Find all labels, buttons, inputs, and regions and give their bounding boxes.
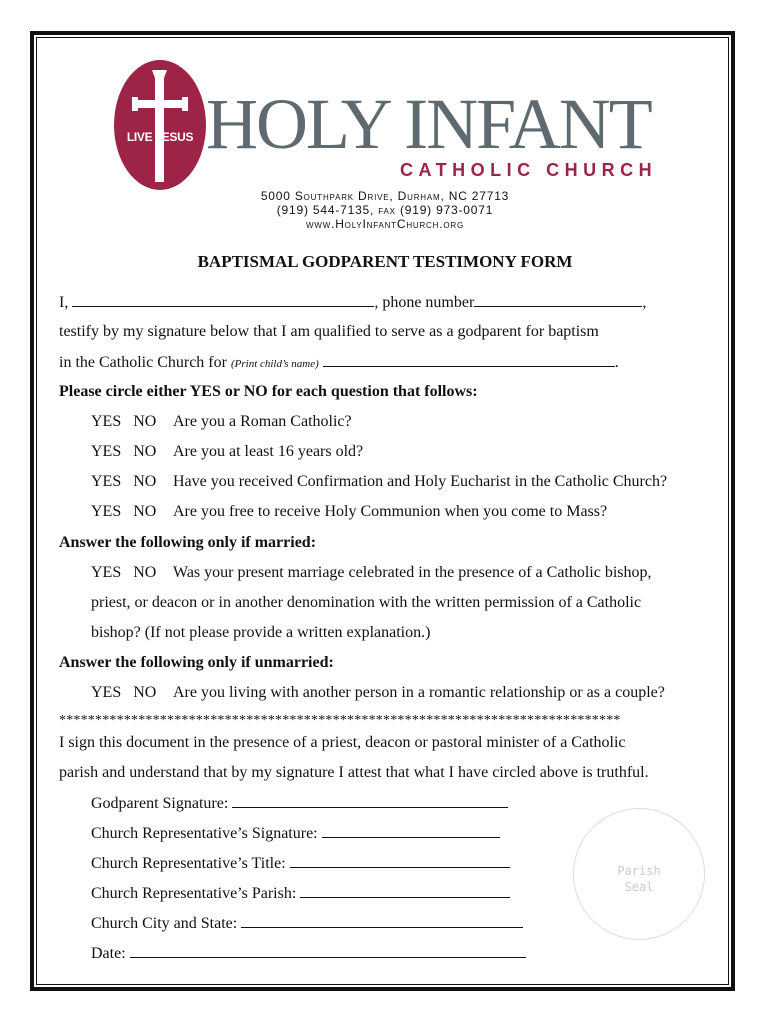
- married-question: [91, 563, 652, 583]
- question-text: Are you living with another person in a romantic relationship or as a couple?: [173, 684, 665, 701]
- church-for-text: in the Catholic Church for: [59, 354, 227, 371]
- parish-seal-area: [573, 808, 705, 940]
- question-1: [91, 412, 352, 432]
- date-label: Date:: [91, 945, 126, 962]
- married-heading: Answer the following only if married:: [59, 534, 317, 551]
- city-state-label: Church City and State:: [91, 915, 238, 932]
- question-2: [91, 442, 363, 462]
- address-website: www.HolyInfantChurch.org: [306, 217, 464, 231]
- rep-parish-field[interactable]: [300, 883, 510, 898]
- yes-no-choice[interactable]: YES NO: [91, 684, 157, 701]
- intro-line: [59, 292, 646, 313]
- yes-no-choice[interactable]: YES NO: [91, 473, 157, 490]
- date-row: [91, 943, 526, 964]
- unmarried-heading: Answer the following only if unmarried:: [59, 654, 334, 671]
- form-title: BAPTISMAL GODPARENT TESTIMONY FORM: [197, 252, 573, 271]
- circle-instruction: Please circle either YES or NO for each question that follows:: [59, 383, 478, 400]
- rep-title-row: [91, 853, 510, 874]
- godparent-signature-row: [91, 793, 508, 814]
- city-state-row: [91, 913, 523, 934]
- godparent-signature-field[interactable]: [232, 793, 508, 808]
- rep-parish-row: [91, 883, 510, 904]
- rep-title-field[interactable]: [290, 853, 510, 868]
- yes-no-choice[interactable]: YES NO: [91, 443, 157, 460]
- married-question-cont-1: priest, or deacon or in another denomination with the written permission of a Catholic: [91, 594, 642, 611]
- rep-signature-row: [91, 823, 500, 844]
- rep-title-label: Church Representative’s Title:: [91, 855, 286, 872]
- seal-label-2: Seal: [624, 880, 654, 894]
- church-name: HOLY INFANT: [206, 84, 651, 164]
- seal-label-1: Parish: [617, 864, 661, 878]
- church-subtitle: CATHOLIC CHURCH: [400, 160, 658, 180]
- yes-no-choice[interactable]: YES NO: [91, 564, 157, 581]
- church-logo-badge: [114, 60, 206, 190]
- yes-no-choice[interactable]: YES NO: [91, 503, 157, 520]
- phone-label: , phone number: [374, 294, 475, 311]
- question-text: Are you at least 16 years old?: [173, 443, 364, 460]
- married-question-cont-2: bishop? (If not please provide a written explanation.): [91, 624, 431, 641]
- address-phone: (919) 544-7135, fax (919) 973-0071: [276, 203, 494, 217]
- question-3: [91, 472, 667, 492]
- godparent-signature-label: Godparent Signature:: [91, 795, 229, 812]
- unmarried-question: [91, 683, 665, 703]
- godparent-name-field[interactable]: [72, 292, 374, 307]
- intro-comma: ,: [642, 294, 647, 311]
- child-name-field[interactable]: [323, 352, 615, 367]
- question-text: Are you free to receive Holy Communion when you come to Mass?: [173, 503, 608, 520]
- period: .: [614, 354, 619, 371]
- question-text: Have you received Confirmation and Holy Eucharist in the Catholic Church?: [173, 473, 668, 490]
- question-text: Are you a Roman Catholic?: [173, 413, 352, 430]
- rep-parish-label: Church Representative’s Parish:: [91, 885, 297, 902]
- city-state-field[interactable]: [241, 913, 523, 928]
- address-line-1: 5000 Southpark Drive, Durham, NC 27713: [260, 189, 510, 203]
- question-4: [91, 502, 607, 522]
- intro-i: I,: [59, 294, 69, 311]
- cross-icon: [114, 60, 206, 190]
- date-field[interactable]: [130, 943, 526, 958]
- testify-line: testify by my signature below that I am qualified to serve as a godparent for baptism: [59, 323, 599, 340]
- phone-number-field[interactable]: [474, 292, 642, 307]
- rep-signature-label: Church Representative’s Signature:: [91, 825, 318, 842]
- attest-line-1: I sign this document in the presence of a priest, deacon or pastoral minister of a Catholic: [59, 734, 626, 751]
- question-text: Was your present marriage celebrated in the presence of a Catholic bishop,: [173, 564, 652, 581]
- live-jesus-text: LIVE JESUS: [126, 130, 194, 144]
- attest-line-2: parish and understand that by my signature I attest that what I have circled above is truthful.: [59, 764, 649, 781]
- child-name-line: [59, 352, 619, 374]
- print-child-hint: (Print child’s name): [230, 358, 319, 370]
- rep-signature-field[interactable]: [322, 823, 500, 838]
- separator-stars: ******************************************************************************: [59, 713, 621, 728]
- yes-no-choice[interactable]: YES NO: [91, 413, 157, 430]
